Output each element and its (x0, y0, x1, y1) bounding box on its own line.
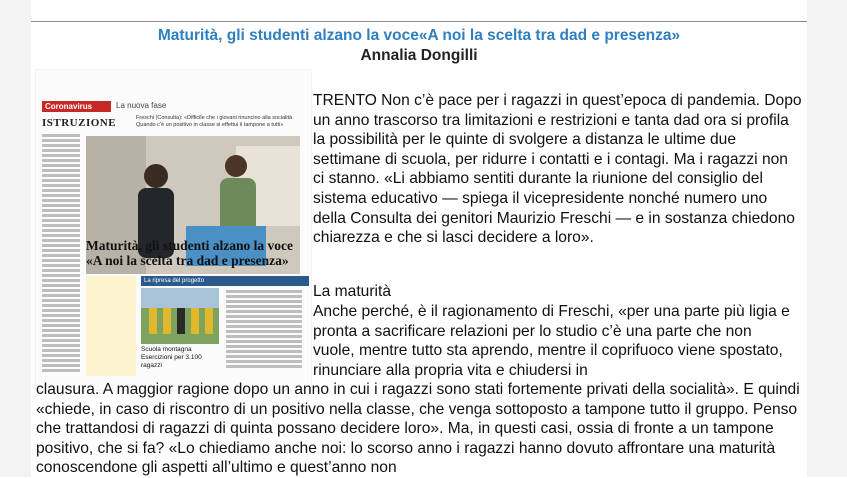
article-title: Maturità, gli studenti alzano la voce«A noi la scelta tra dad e presenza» (157, 27, 681, 44)
thumb-column-left (42, 134, 80, 374)
thumb-section-tag-2: La nuova fase (116, 101, 167, 110)
thumb-headline: Maturità, gli studenti alzano la voce «A noi la scelta tra dad e presenza» (86, 238, 293, 268)
thumb-column-right (226, 290, 302, 370)
thumb-box-label: La ripresa del progetto (141, 276, 309, 286)
article-paragraph-2: Anche perché, è il ragionamento di Freschi, «per una parte più ligia e pronta a sacrificare relazioni per lo studio c’è una parte che non vuole, mentre tutto sta aprendo, mentre il coprifuoco viene spostato, rinunciare alla propria vita e chiudersi in (313, 303, 790, 379)
left-margin (0, 0, 31, 477)
thumb-photo-2 (141, 288, 219, 344)
thumb-section-tag: Coronavirus (42, 101, 111, 112)
article-author: Annalia Dongilli (360, 47, 478, 64)
article-paragraph-3: clausura. A maggior ragione dopo un anno in cui i ragazzi sono stati fortemente privati della socialità». E quindi «chiede, in caso di riscontro di un positivo nella classe, che venga sottoposto a tampone tutto il gruppo. Penso che trattandosi di ragazzi di quinta possano decidere loro». Ma, in questi casi, ossia di fronte a un tampone positivo, che si fa? «Lo chiediamo anche noi: lo scorso anno i ragazzi hanno dovuto affrontare una maturità conoscendone gli aspetti all’ultimo e quest’anno non (36, 381, 800, 477)
thumb-kicker: Freschi (Consulta): «Difficile che i giovani rinuncino alla socialità Quando c’è un positivo in classe si effettui il tampone a tutti» (136, 115, 293, 128)
right-margin (807, 0, 847, 477)
top-divider (31, 21, 807, 22)
thumb-sidebar-box (86, 276, 136, 376)
newspaper-page-image (36, 70, 311, 390)
thumb-caption: Scuola montagna Esercizioni per 3.100 ragazzi (141, 346, 202, 369)
thumb-section-title: ISTRUZIONE (42, 117, 117, 129)
article-paragraph-1: TRENTO Non c’è pace per i ragazzi in quest’epoca di pandemia. Dopo un anno trascorso tra limitazioni e restrizioni e tanta dad ora si profila la possibilità per le quinte di svolgere a distanza le ultime due settimane di scuola, per ridurre i contatti e i contagi. Ma i ragazzi non ci stanno. «Li abbiamo sentiti durante la riunione del consiglio del sistema educativo — spiega il vicepresidente nonché numero uno della Consulta dei genitori Maurizio Freschi — e in sostanza chiedono chiarezza e che si lasci decidere a loro». (313, 92, 802, 247)
article-subheading: La maturità (313, 283, 392, 300)
